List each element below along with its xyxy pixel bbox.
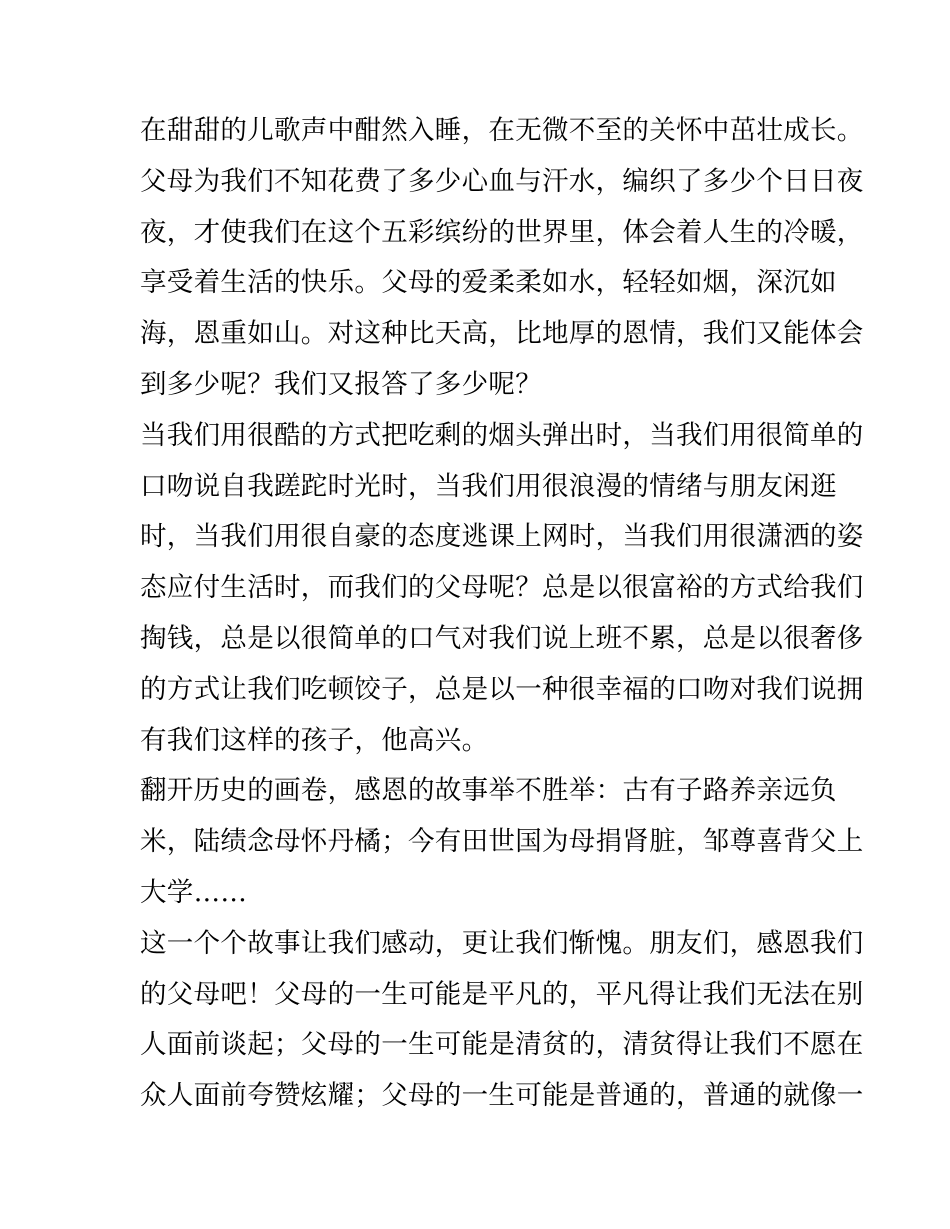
text-line: 态应付生活时，而我们的父母呢？总是以很富裕的方式给我们 [140, 572, 864, 604]
text-line: 的方式让我们吃顿饺子，总是以一种很幸福的口吻对我们说拥 [140, 673, 864, 705]
text-line: 在甜甜的儿歌声中酣然入睡，在无微不至的关怀中茁壮成长。 [140, 115, 864, 146]
document-body [140, 106, 864, 1122]
text-line: 掏钱，总是以很简单的口气对我们说上班不累，总是以很奢侈 [140, 622, 864, 654]
text-line: 夜，才使我们在这个五彩缤纷的世界里，体会着人生的冷暖， [140, 216, 864, 248]
text-line: 有我们这样的孩子，他高兴。 [140, 724, 489, 756]
text-line: 父母为我们不知花费了多少心血与汗水，编织了多少个日日夜 [140, 165, 864, 197]
text-line: 翻开历史的画卷，感恩的故事举不胜举：古有子路养亲远负 [140, 775, 837, 807]
text-line: 海，恩重如山。对这种比天高，比地厚的恩情，我们又能体会 [140, 318, 864, 350]
text-line: 时，当我们用很自豪的态度逃课上网时，当我们用很潇洒的姿 [140, 521, 864, 553]
text-line: 的父母吧！父母的一生可能是平凡的，平凡得让我们无法在别 [140, 978, 864, 1010]
text-line: 口吻说自我蹉跎时光时，当我们用很浪漫的情绪与朋友闲逛 [140, 470, 837, 502]
text-line: 人面前谈起；父母的一生可能是清贫的，清贫得让我们不愿在 [140, 1029, 864, 1061]
text-line: 享受着生活的快乐。父母的爱柔柔如水，轻轻如烟，深沉如 [140, 267, 837, 299]
text-line: 米，陆绩念母怀丹橘；今有田世国为母捐肾脏，邹尊喜背父上 [140, 826, 864, 858]
text-line: 当我们用很酷的方式把吃剩的烟头弹出时，当我们用很简单的 [140, 419, 864, 451]
text-line: 到多少呢？我们又报答了多少呢？ [140, 368, 542, 400]
text-line: 大学…… [140, 876, 248, 908]
text-line: 众人面前夸赞炫耀；父母的一生可能是普通的，普通的就像一 [140, 1080, 864, 1112]
text-line: 这一个个故事让我们感动，更让我们惭愧。朋友们，感恩我们 [140, 927, 864, 959]
